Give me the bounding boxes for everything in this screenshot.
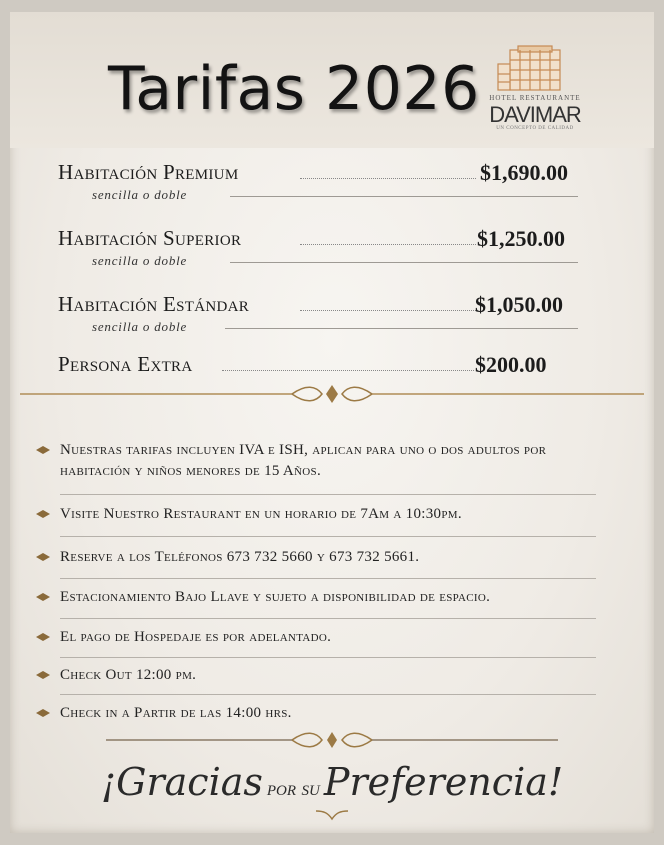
divider-line (60, 536, 596, 537)
dot-leader (300, 310, 476, 311)
note-text: El pago de Hospedaje es por adelantado. (60, 629, 332, 645)
divider-line (225, 328, 578, 329)
logo-tagline-top: HOTEL RESTAURANTE (489, 94, 581, 102)
divider-line (60, 494, 596, 495)
ornament-flourish-icon (316, 809, 348, 821)
divider-line (60, 618, 596, 619)
note-text: Reserve a los Teléfonos 673 732 5660 y 673 732 5661. (60, 549, 420, 565)
ornament-flourish-icon (16, 382, 648, 406)
bullet-diamond-icon (36, 510, 50, 518)
rate-price: $200.00 (475, 352, 547, 377)
thanks-mid: por su (266, 775, 320, 800)
hotel-logo (480, 44, 590, 140)
rate-price: $1,250.00 (477, 226, 565, 251)
rate-row-premium (10, 160, 654, 210)
dot-leader (300, 178, 476, 179)
rate-subtitle: sencilla o doble (92, 319, 188, 334)
note-text: Visite Nuestro Restaurant en un horario de 7Am a 10:30pm. (60, 506, 462, 522)
divider-line (230, 262, 578, 263)
thanks-end: Preferencia! (323, 760, 564, 804)
note-text: Check in a Partir de las 14:00 hrs. (60, 705, 292, 721)
ornament-flourish-icon (106, 728, 558, 752)
rate-price: $1,050.00 (475, 292, 563, 317)
page-title: Tarifas 2026 (108, 54, 480, 124)
thanks-message (10, 760, 654, 804)
rate-row-estandar (10, 292, 654, 342)
bullet-diamond-icon (36, 553, 50, 561)
divider-line (230, 196, 578, 197)
dot-leader (300, 244, 476, 245)
note-text: Nuestras tarifas incluyen IVA e ISH, aplican para uno o dos adultos por habitación y niños menores de 15 Años. (60, 442, 547, 479)
bullet-diamond-icon (36, 671, 50, 679)
rate-name: Habitación Premium (58, 160, 239, 184)
bullet-diamond-icon (36, 593, 50, 601)
note-text: Estacionamiento Bajo Llave y sujeto a disponibilidad de espacio. (60, 589, 491, 605)
hotel-building-icon (480, 44, 590, 94)
logo-name: DAVIMAR (489, 102, 581, 127)
menu-card (10, 12, 654, 833)
bullet-diamond-icon (36, 446, 50, 454)
bullet-diamond-icon (36, 709, 50, 717)
thanks-start: ¡Gracias (100, 760, 263, 804)
divider-line (60, 694, 596, 695)
header (10, 12, 654, 148)
rate-price: $1,690.00 (480, 160, 568, 185)
rate-name: Habitación Estándar (58, 292, 250, 316)
rate-subtitle: sencilla o doble (92, 253, 188, 268)
logo-tagline-bottom: UN CONCEPTO DE CALIDAD (496, 126, 574, 131)
divider-line (60, 657, 596, 658)
bullet-diamond-icon (36, 633, 50, 641)
divider-line (60, 578, 596, 579)
rate-name: Persona Extra (58, 352, 193, 376)
rate-row-superior (10, 226, 654, 276)
rate-name: Habitación Superior (58, 226, 242, 250)
dot-leader (222, 370, 474, 371)
note-text: Check Out 12:00 pm. (60, 667, 197, 683)
rate-subtitle: sencilla o doble (92, 187, 188, 202)
